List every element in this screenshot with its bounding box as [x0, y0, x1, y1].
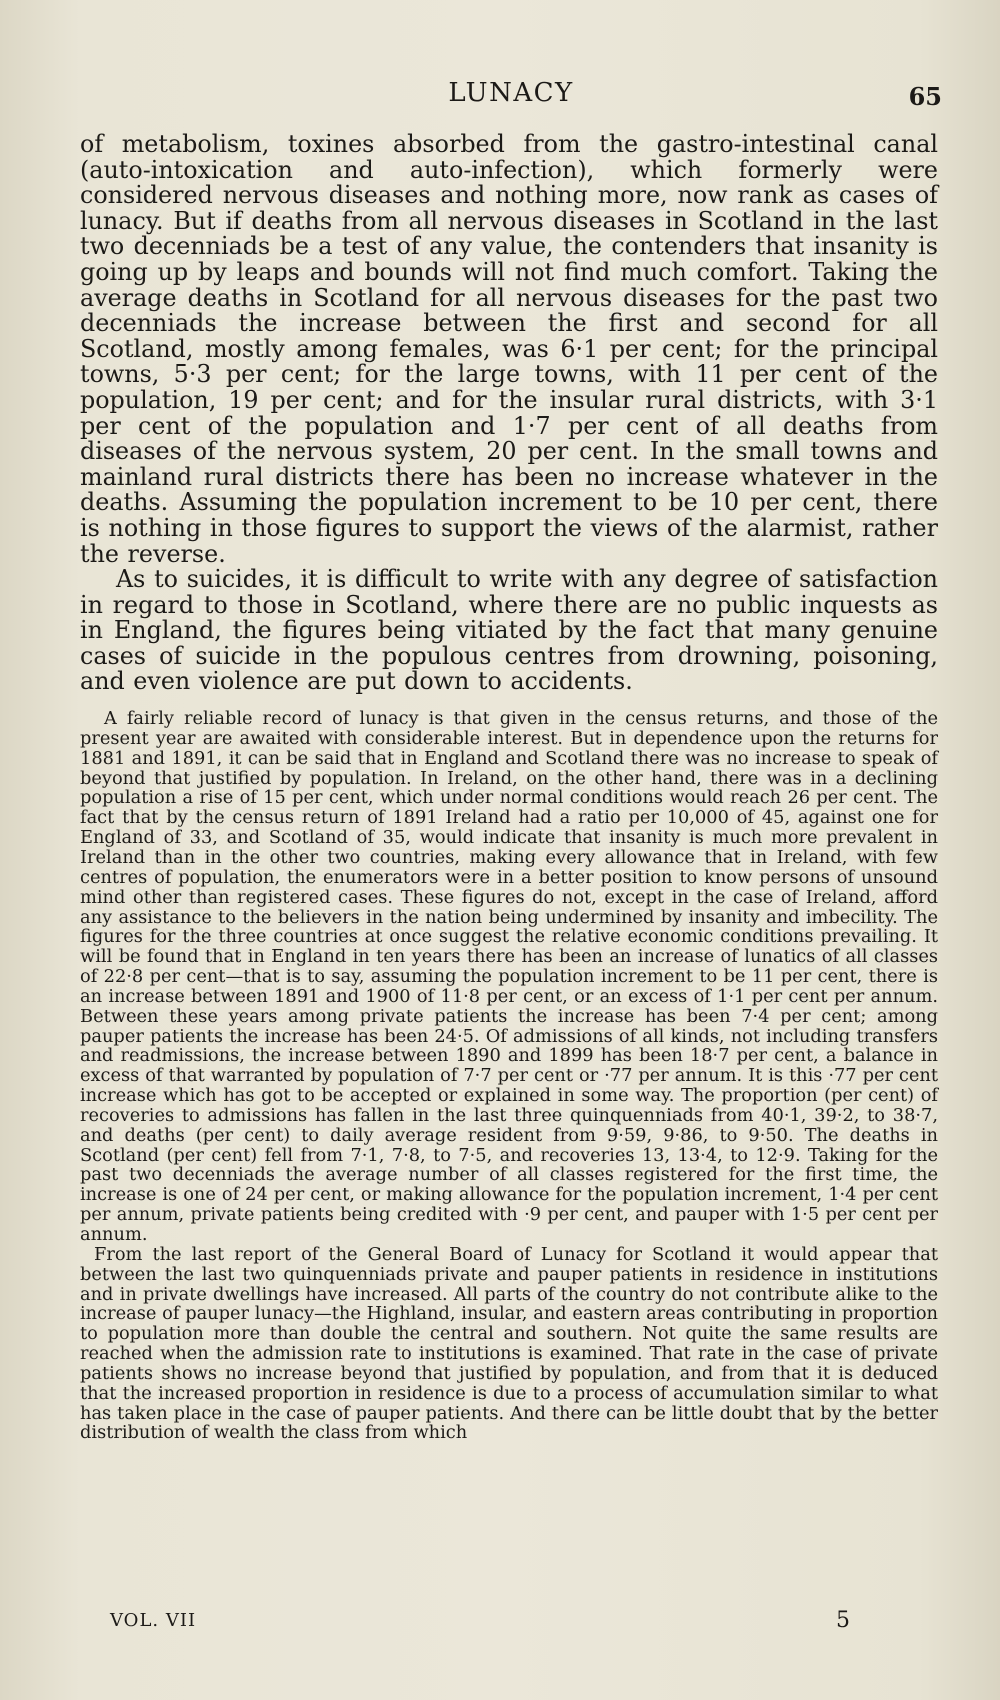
body-text: [80, 132, 938, 1443]
small-print-section: [80, 709, 938, 1443]
page-footer: [110, 1610, 850, 1640]
volume-signature: VOL. VII: [110, 1610, 197, 1631]
lead-section: [80, 132, 938, 695]
paragraph-board-of-lunacy: From the last report of the General Board of Lunacy for Scotland it would appear that between the last two quinquenniads private and pauper patients in residence in institutions and in private dwellings have increased. All parts of the country do not contribute alike to the increase of pauper lunacy—the Highland, insular, and eastern areas contributing in proportion to population more than double the central and southern. Not quite the same results are reached when the admission rate to institutions is examined. That rate in the case of private patients shows no increase beyond that justified by population, and from that it is deduced that the increased proportion in residence is due to a process of accumulation similar to what has taken place in the case of pauper patients. And there can be little doubt that by the better distribution of wealth the class from which: [80, 1243, 938, 1444]
paragraph-census-returns: A fairly reliable record of lunacy is that given in the census returns, and those of the present year are awaited with considerable interest. But in dependence upon the returns for 1881 and 1891, it can be said that in England and Scotland there was no increase to speak of beyond that justified by population. In Ireland, on the other hand, there was in a declining population a rise of 15 per cent, which under normal conditions would reach 26 per cent. The fact that by the census return of 1891 Ireland had a ratio per 10,000 of 45, against one for England of 33, and Scotland of 35, would indicate that insanity is much more prevalent in Ireland than in the other two countries, making every allowance that in Ireland, with few centres of population, the enumerators were in a better position to know persons of unsound mind other than registered cases. These figures do not, except in the case of Ireland, afford any assistance to the believers in the nation being undermined by insanity and imbecility. The figures for the three countries at once suggest the relative economic conditions prevailing. It will be found that in England in ten years there has been an increase of lunatics of all classes of 22·8 per cent—that is to say, assuming the population increment to be 11 per cent, there is an increase between 1891 and 1900 of 11·8 per cent, or an excess of 1·1 per cent per annum. Between these years among private patients the increase has been 7·4 per cent; among pauper patients the increase has been 24·5. Of admissions of all kinds, not including transfers and readmissions, the increase between 1890 and 1899 has been 18·7 per cent, a balance in excess of that warranted by population of 7·7 per cent or ·77 per annum. It is this ·77 per cent increase which has got to be accepted or explained in some way. The proportion (per cent) of recoveries to admissions has fallen in the last three quinquenniads from 40·1, 39·2, to 38·7, and deaths (per cent) to daily average resident from 9·59, 9·86, to 9·50. The deaths in Scotland (per cent) fell from 7·1, 7·8, to 7·5, and recoveries 13, 13·4, to 12·9. Taking for the past two decenniads the average number of all classes registered for the first time, the increase is one of 24 per cent, or making allowance for the population increment, 1·4 per cent per annum, private patients being credited with ·9 per cent, and pauper with 1·5 per cent per annum.: [80, 708, 938, 1245]
signature-number: 5: [836, 1608, 850, 1633]
running-head: LUNACY: [448, 78, 574, 108]
paragraph-suicides: As to suicides, it is difficult to write with any degree of satisfaction in regard to those in Scotland, where there are no public inquests as in England, the figures being vitiated by the fact that many genuine cases of suicide in the populous centres from drowning, poisoning, and even violence are put down to accidents.: [80, 565, 938, 696]
paragraph-metabolism: of metabolism, toxines absorbed from the gastro-intestinal canal (auto-intoxication and auto-infection), which formerly were considered nervous diseases and nothing more, now rank as cases of lunacy. But if deaths from all nervous diseases in Scotland in the last two decenniads be a test of any value, the contenders that insanity is going up by leaps and bounds will not find much comfort. Taking the average deaths in Scotland for all nervous diseases for the past two decenniads the increase between the first and second for all Scotland, mostly among females, was 6·1 per cent; for the principal towns, 5·3 per cent; for the large towns, with 11 per cent of the population, 19 per cent; and for the insular rural districts, with 3·1 per cent of the population and 1·7 per cent of all deaths from diseases of the nervous system, 20 per cent. In the small towns and mainland rural districts there has been no increase whatever in the deaths. Assuming the population increment to be 10 per cent, there is nothing in those figures to support the views of the alarmist, rather the reverse.: [80, 130, 938, 568]
page-number: 65: [908, 82, 942, 111]
page-header: [80, 78, 942, 118]
